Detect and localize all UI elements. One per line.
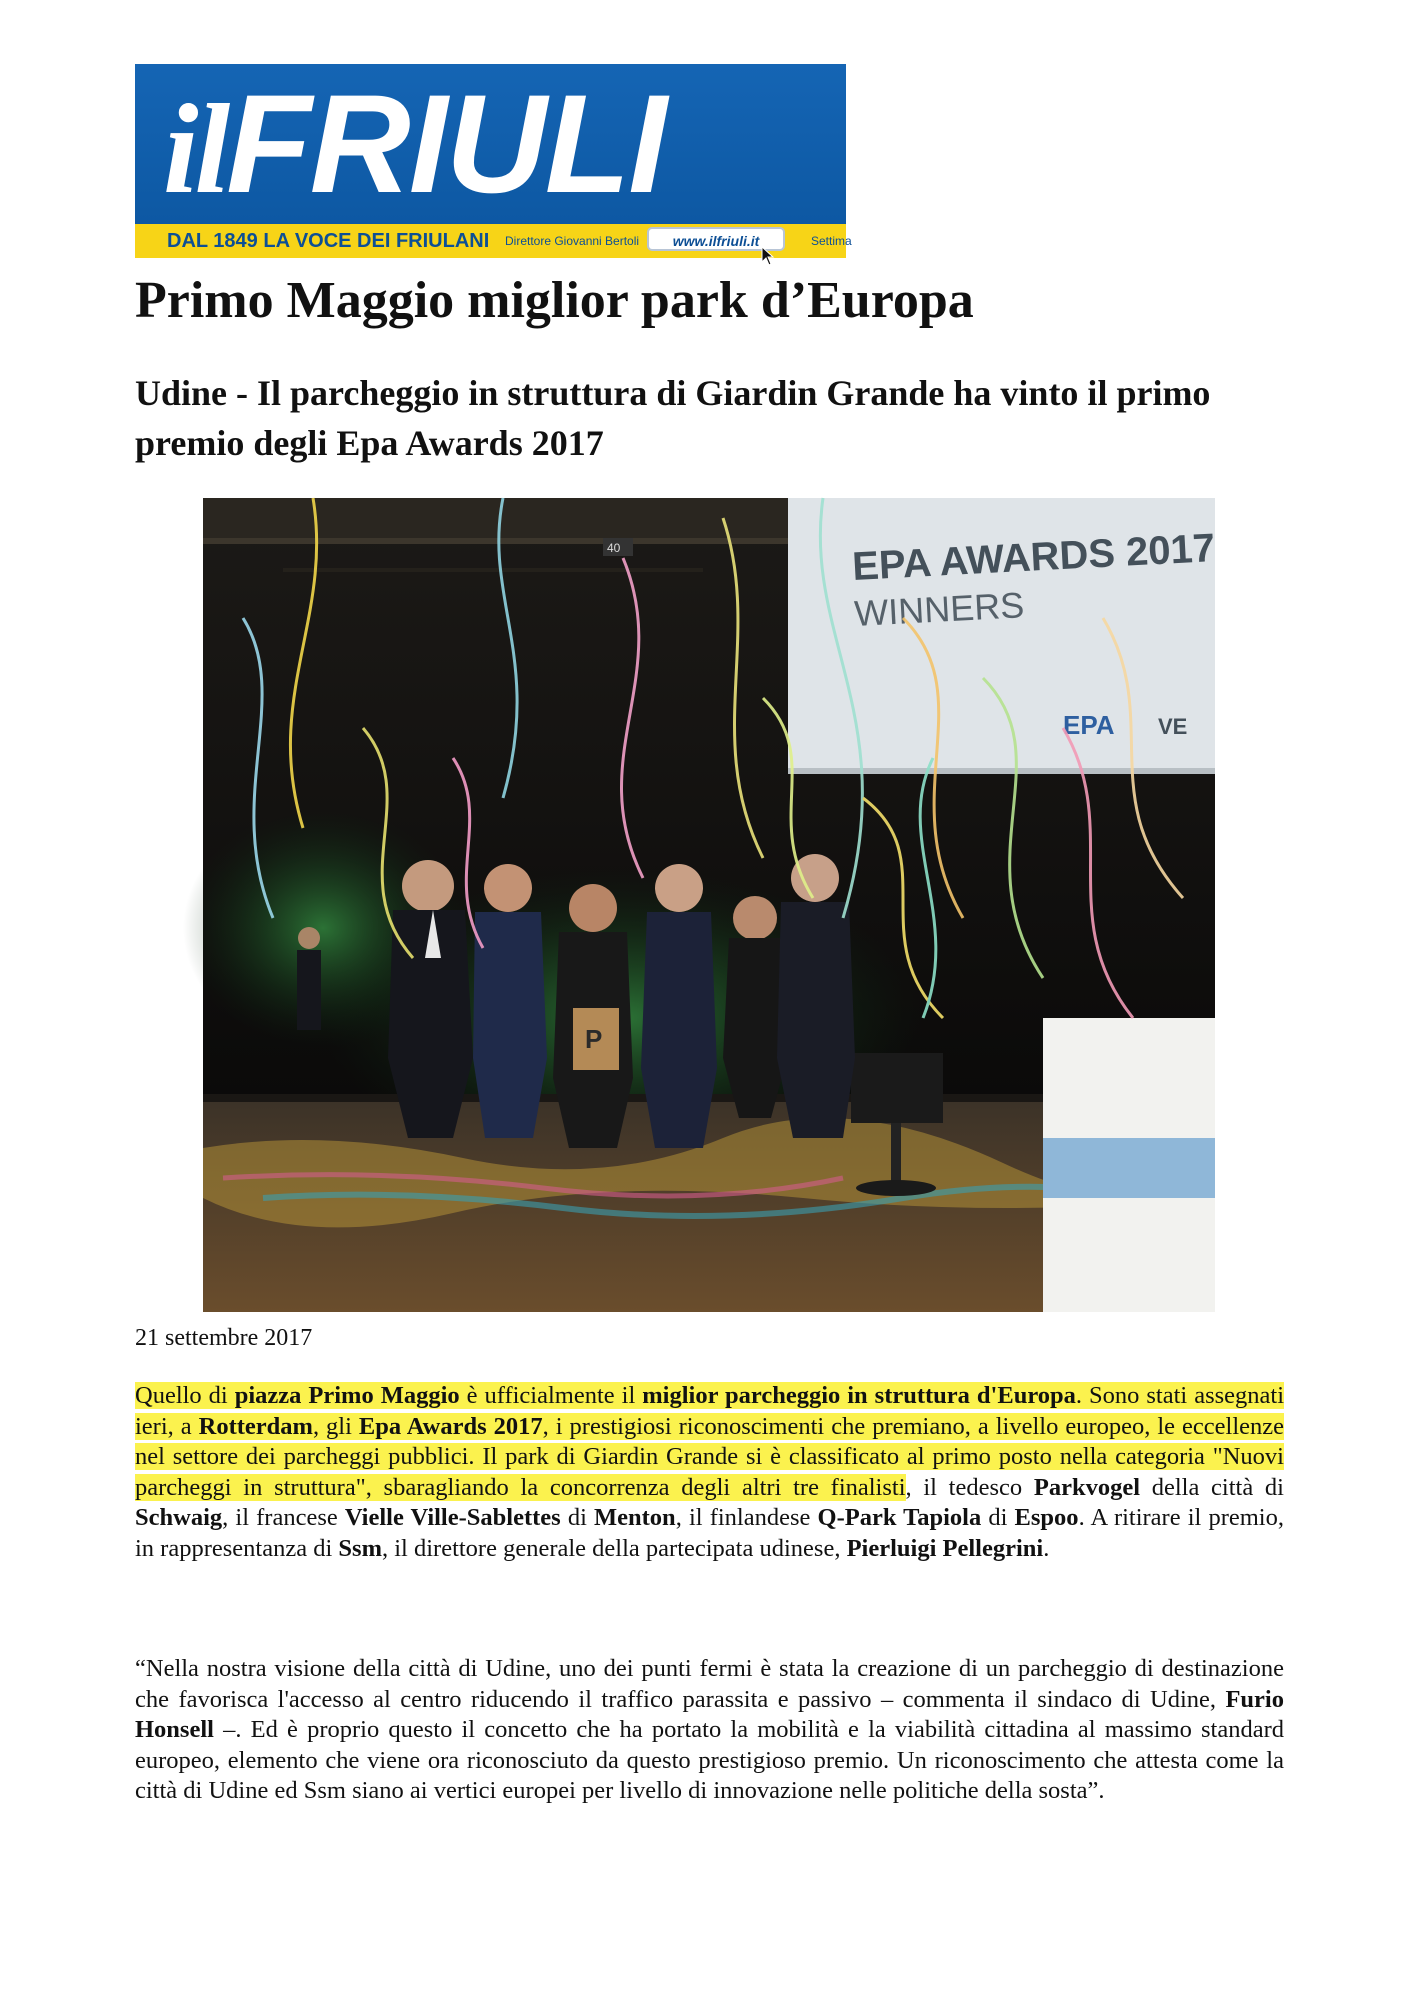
bold-text: Vielle Ville-Sablettes (344, 1504, 561, 1531)
text-run: è ufficialmente il (459, 1382, 643, 1409)
text-run: “Nella nostra visione della città di Udine, uno dei punti fermi è stata la creazione di un parcheggio di destinazione che favorisca l'accesso al centro riducendo il traffico parassita e passivo – commenta il sindaco di Udine, (135, 1655, 1284, 1713)
bold-text: Pierluigi Pellegrini (846, 1534, 1044, 1562)
text-run: della città di (1140, 1473, 1284, 1501)
bold-text: Rotterdam (198, 1412, 313, 1440)
text-run: . (1043, 1534, 1050, 1562)
logo-friuli: FRIULI (226, 65, 666, 222)
article-paragraph-1 (135, 1381, 1284, 1564)
text-run: , il finlandese (675, 1504, 818, 1531)
text-run: , il direttore generale della partecipata udinese, (381, 1534, 847, 1562)
bold-text: Ssm (338, 1534, 382, 1562)
masthead-truncated-label: Settima (811, 234, 852, 248)
text-run: –. Ed è proprio questo il concetto che ha portato la mobilità e la viabilità cittadina al massimo standard europeo, elemento che viene ora riconosciuto da questo prestigioso premio. Un riconoscimento che attesta come la città di Udine ed Ssm siano ai vertici europei per livello di innovazione nelle politiche della sosta”. (135, 1716, 1284, 1804)
bold-text: Parkvogel (1033, 1473, 1141, 1501)
bold-text: Epa Awards 2017 (358, 1412, 543, 1440)
website-link-button[interactable]: www.ilfriuli.it (647, 227, 785, 251)
text-run: Quello di (135, 1382, 235, 1409)
ilfriuli-logo (163, 65, 666, 222)
text-run: , i prestigiosi riconoscimenti che premiano, a livello europeo, le eccellenze nel settore dei parcheggi pubblici. Il park di Giardin Grande si è classificato al primo posto nella categoria "Nuovi parcheggi in struttura", sbaragliando la concorrenza degli altri tre finalisti (135, 1412, 1285, 1501)
text-run: di (981, 1504, 1015, 1531)
logo-il: il (163, 78, 227, 220)
text-run: . A ritirare il premio, in rappresentanza di (135, 1504, 1284, 1562)
text-run: , il tedesco (905, 1473, 1034, 1501)
masthead-strip (135, 224, 852, 258)
text-run: , il francese (222, 1504, 345, 1531)
screen-logo: EPA (1063, 710, 1115, 740)
article-headline: Primo Maggio miglior park d’Europa (135, 272, 974, 329)
bold-text: Q-Park Tapiola (817, 1504, 982, 1531)
screen-subtitle: WINNERS (853, 584, 1026, 634)
bold-text: Schwaig (135, 1504, 223, 1531)
article-paragraph-2 (135, 1654, 1284, 1807)
masthead-banner (135, 64, 852, 258)
bold-text: Menton (594, 1504, 676, 1531)
article-date: 21 settembre 2017 (135, 1325, 313, 1351)
text-run: , gli (312, 1412, 359, 1440)
text-run: di (560, 1504, 595, 1531)
photo-sign: 40 (607, 541, 621, 555)
masthead-director: Direttore Giovanni Bertoli (505, 234, 640, 248)
masthead-tagline: DAL 1849 LA VOCE DEI FRIULANI (167, 230, 490, 252)
bold-text: piazza Primo Maggio (234, 1382, 460, 1409)
text-run: . Sono stati assegnati ieri, a (135, 1382, 1285, 1440)
screen-title: EPA AWARDS 2017 (851, 526, 1217, 589)
mouse-pointer-icon (761, 246, 775, 266)
bold-text: Espoo (1014, 1504, 1079, 1531)
article-subheadline: Udine - Il parcheggio in struttura di Giardin Grande ha vinto il primo premio degli Epa Awards 2017 (135, 373, 1211, 463)
bold-text: Furio Honsell (135, 1685, 1284, 1743)
bold-text: miglior parcheggio in struttura d'Europa (642, 1382, 1076, 1409)
screen-partial-text: VE (1158, 714, 1188, 739)
award-ceremony-photo (203, 498, 1215, 1312)
bag-letter: P (585, 1024, 603, 1054)
